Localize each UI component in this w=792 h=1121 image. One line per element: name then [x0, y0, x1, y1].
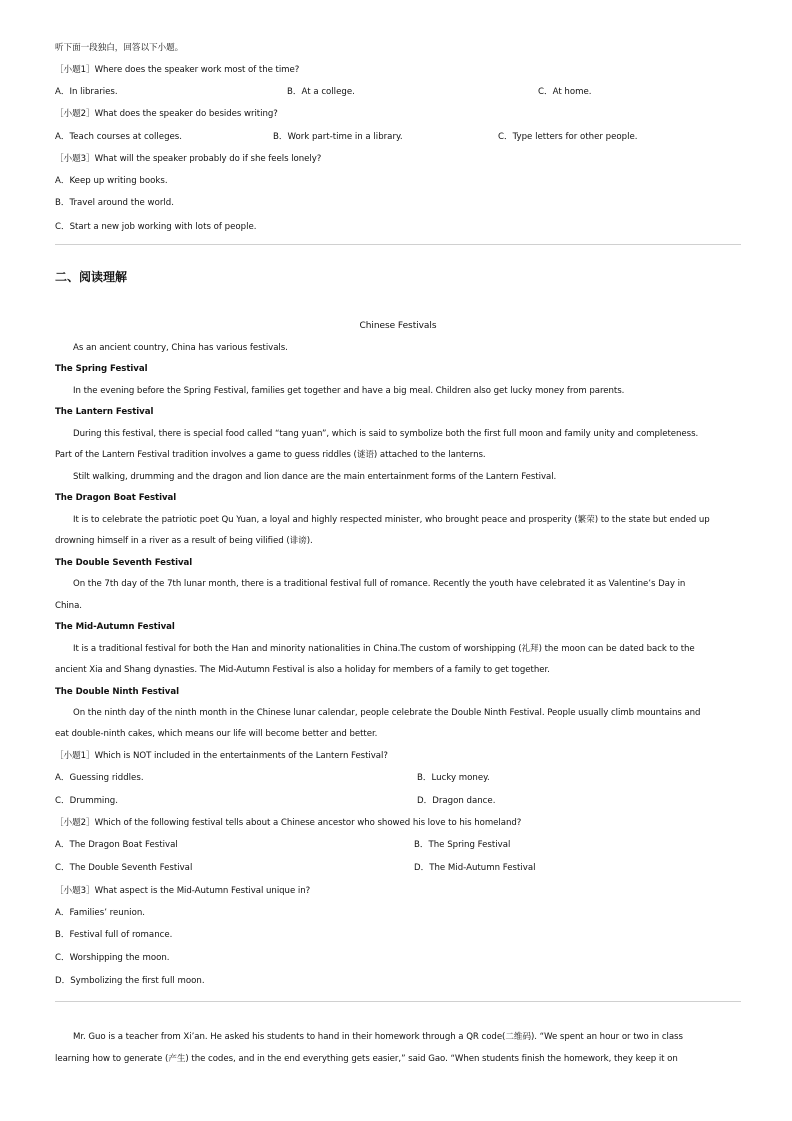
paragraph: learning how to generate (产生) the codes, and in the end everything gets easier,” said Gao. “When students finish the homework, they keep it on	[55, 1054, 678, 1064]
option-c: C．Drumming.	[55, 796, 118, 806]
option-a: A．Teach courses at colleges.	[55, 132, 183, 142]
paragraph: It is a traditional festival for both the Han and minority nationalities in China.The custom of worshipping (礼拜) the moon can be dated back to the	[73, 644, 695, 654]
heading-dragon-boat-festival: The Dragon Boat Festival	[55, 493, 177, 503]
option-b: B．Work part-time in a library.	[273, 132, 403, 142]
option-d: D．Symbolizing the first full moon.	[55, 976, 205, 986]
heading-lantern-festival: The Lantern Festival	[55, 407, 154, 417]
option-a: A．In libraries.	[55, 87, 118, 97]
paragraph: China.	[55, 601, 82, 611]
listening-question-3: ［小题3］What will the speaker probably do if she feels lonely?	[55, 154, 322, 164]
option-c: C．Worshipping the moon.	[55, 953, 170, 963]
reading-question-2: ［小题2］Which of the following festival tells about a Chinese ancestor who showed his love to his homeland?	[55, 818, 522, 828]
paragraph: On the 7th day of the 7th lunar month, there is a traditional festival full of romance. Recently the youth have celebrated it as Valentine’s Day in	[73, 579, 686, 589]
divider	[55, 1001, 741, 1002]
option-a: A．Families’ reunion.	[55, 908, 146, 918]
heading-double-ninth-festival: The Double Ninth Festival	[55, 687, 179, 697]
option-b: B．Travel around the world.	[55, 198, 174, 208]
heading-double-seventh-festival: The Double Seventh Festival	[55, 558, 193, 568]
option-a: A．The Dragon Boat Festival	[55, 840, 178, 850]
paragraph: On the ninth day of the ninth month in the Chinese lunar calendar, people celebrate the Double Ninth Festival. People usually climb mountains and	[73, 708, 701, 718]
listening-question-2: ［小题2］What does the speaker do besides writing?	[55, 109, 278, 119]
option-b: B．Lucky money.	[417, 773, 490, 783]
passage-intro: As an ancient country, China has various festivals.	[73, 343, 288, 353]
paragraph: drowning himself in a river as a result of being vilified (诽谤).	[55, 536, 313, 546]
option-a: A．Guessing riddles.	[55, 773, 144, 783]
paragraph: Part of the Lantern Festival tradition involves a game to guess riddles (谜语) attached to the lanterns.	[55, 450, 486, 460]
option-b: B．At a college.	[287, 87, 355, 97]
option-d: D．Dragon dance.	[417, 796, 496, 806]
option-c: C．Type letters for other people.	[498, 132, 638, 142]
listening-question-1: ［小题1］Where does the speaker work most of the time?	[55, 65, 300, 75]
paragraph: In the evening before the Spring Festival, families get together and have a big meal. Children also get lucky money from parents.	[73, 386, 625, 396]
paragraph: Mr. Guo is a teacher from Xi’an. He asked his students to hand in their homework through a QR code(二维码). “We spent an hour or two in class	[73, 1032, 683, 1042]
paragraph: During this festival, there is special food called “tang yuan”, which is said to symbolize both the first full moon and family unity and completeness.	[73, 429, 699, 439]
option-c: C．Start a new job working with lots of people.	[55, 222, 257, 232]
option-b: B．Festival full of romance.	[55, 930, 173, 940]
heading-spring-festival: The Spring Festival	[55, 364, 148, 374]
reading-question-3: ［小题3］What aspect is the Mid-Autumn Festival unique in?	[55, 886, 311, 896]
passage-title: Chinese Festivals	[359, 321, 437, 331]
option-b: B．The Spring Festival	[414, 840, 511, 850]
section-title: 二、阅读理解	[55, 270, 128, 284]
paragraph: eat double-ninth cakes, which means our life will become better and better.	[55, 729, 378, 739]
paragraph: ancient Xia and Shang dynasties. The Mid-Autumn Festival is also a holiday for members of a family to get together.	[55, 665, 550, 675]
paragraph: Stilt walking, drumming and the dragon and lion dance are the main entertainment forms of the Lantern Festival.	[73, 472, 557, 482]
option-c: C．At home.	[538, 87, 592, 97]
option-d: D．The Mid-Autumn Festival	[414, 863, 536, 873]
paragraph: It is to celebrate the patriotic poet Qu Yuan, a loyal and highly respected minister, who brought peace and prosperity (繁荣) to the state but ended up	[73, 515, 710, 525]
heading-mid-autumn-festival: The Mid-Autumn Festival	[55, 622, 175, 632]
option-a: A．Keep up writing books.	[55, 176, 168, 186]
listening-intro: 听下面一段独白，回答以下小题。	[55, 43, 184, 53]
option-c: C．The Double Seventh Festival	[55, 863, 193, 873]
divider	[55, 244, 741, 245]
reading-question-1: ［小题1］Which is NOT included in the entertainments of the Lantern Festival?	[55, 751, 388, 761]
